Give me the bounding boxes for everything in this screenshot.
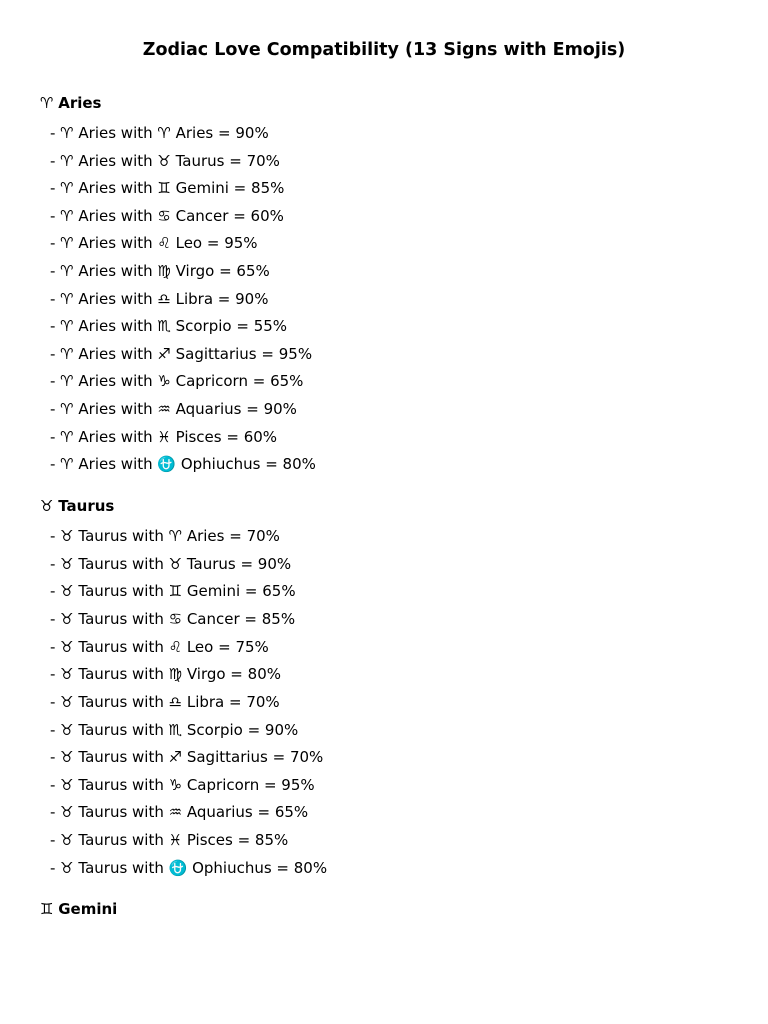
section-title: Taurus xyxy=(58,497,115,515)
list-item: - ♈ Aries with ♋ Cancer = 60% xyxy=(50,207,284,225)
list-item: - ♈ Aries with ♒ Aquarius = 90% xyxy=(50,400,297,418)
list-item: - ♈ Aries with ♌ Leo = 95% xyxy=(50,234,258,252)
list-item: - ♉ Taurus with ♓ Pisces = 85% xyxy=(50,831,289,849)
list-item: - ♈ Aries with ♏ Scorpio = 55% xyxy=(50,317,288,335)
list-item: - ♈ Aries with ♍ Virgo = 65% xyxy=(50,262,270,280)
list-item: - ♈ Aries with ♈ Aries = 90% xyxy=(50,124,269,142)
list-item: - ♉ Taurus with ♏ Scorpio = 90% xyxy=(50,721,299,739)
section-header-aries xyxy=(40,93,101,113)
list-item: - ♈ Aries with ♊ Gemini = 85% xyxy=(50,179,285,197)
list-item: - ♈ Aries with ♐ Sagittarius = 95% xyxy=(50,345,313,363)
section-header-taurus xyxy=(40,496,114,516)
list-item: - ♈ Aries with ♑ Capricorn = 65% xyxy=(50,372,304,390)
list-item: - ♉ Taurus with ♎ Libra = 70% xyxy=(50,693,280,711)
list-item: - ♉ Taurus with ♍ Virgo = 80% xyxy=(50,665,281,683)
list-item: - ♈ Aries with ♓ Pisces = 60% xyxy=(50,428,278,446)
page-title: Zodiac Love Compatibility (13 Signs with Emojis) xyxy=(142,40,626,60)
list-item: - ♉ Taurus with ♊ Gemini = 65% xyxy=(50,582,296,600)
list-item: - ♉ Taurus with ♋ Cancer = 85% xyxy=(50,610,296,628)
list-item: - ♈ Aries with ♎ Libra = 90% xyxy=(50,290,269,308)
aries-symbol-icon: ♈ xyxy=(40,94,54,112)
section-title: Aries xyxy=(58,94,102,112)
list-item: - ♉ Taurus with ♈ Aries = 70% xyxy=(50,527,280,545)
gemini-symbol-icon: ♊ xyxy=(40,900,54,918)
list-item: - ♉ Taurus with ♉ Taurus = 90% xyxy=(50,555,292,573)
section-title: Gemini xyxy=(58,900,118,918)
list-item: - ♉ Taurus with ⛎ Ophiuchus = 80% xyxy=(50,859,328,877)
section-header-gemini xyxy=(40,899,117,919)
list-item: - ♉ Taurus with ♑ Capricorn = 95% xyxy=(50,776,315,794)
list-item: - ♈ Aries with ♉ Taurus = 70% xyxy=(50,152,280,170)
taurus-symbol-icon: ♉ xyxy=(40,497,54,515)
list-item: - ♉ Taurus with ♒ Aquarius = 65% xyxy=(50,803,309,821)
list-item: - ♈ Aries with ⛎ Ophiuchus = 80% xyxy=(50,455,316,473)
list-item: - ♉ Taurus with ♐ Sagittarius = 70% xyxy=(50,748,324,766)
list-item: - ♉ Taurus with ♌ Leo = 75% xyxy=(50,638,269,656)
